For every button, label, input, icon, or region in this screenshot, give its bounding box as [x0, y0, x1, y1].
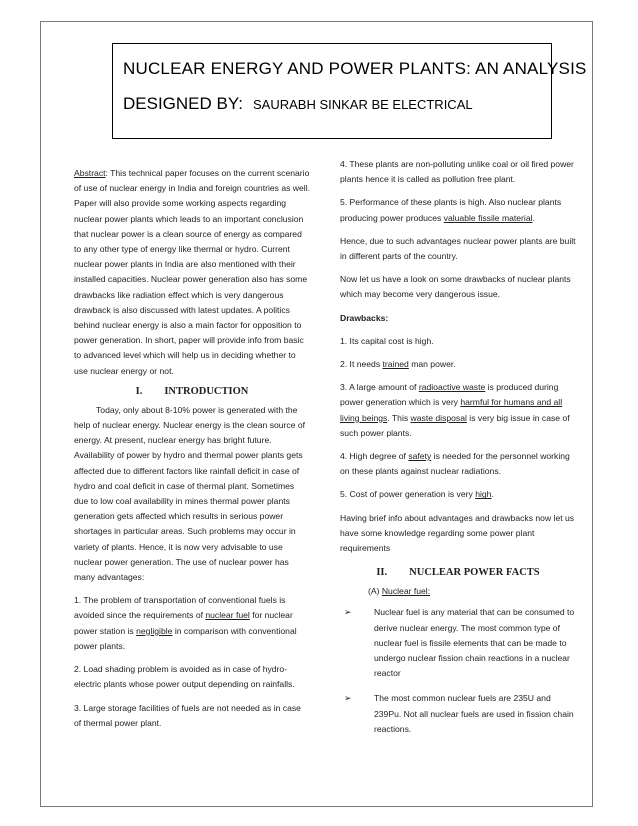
designed-by-label: DESIGNED BY:	[123, 94, 243, 113]
advantage-5: 5. Performance of these plants is high. Also nuclear plants producing power produces valuable fissile material.	[340, 197, 562, 223]
section-number: I.	[135, 385, 143, 397]
right-column	[340, 157, 576, 737]
bullet-text: Nuclear fuel is any material that can be consumed to derive nuclear energy. The most common type of nuclear fuel is fissile elements that can be made to undergo nuclear fission chain reactions in a nuclear reactor	[374, 607, 575, 679]
left-column	[74, 166, 310, 731]
intro-paragraph: Today, only about 8-10% power is generated with the help of nuclear energy. Nuclear energy is the clean source of energy. At present, nuclear energy has bright future. Availability of power by hydro and thermal power plants gets affected due to different factors like rainfall deficit in case of hydro and coal deficit in case of thermal plant. Sometimes due to low coal availability in mines thermal power plants generation gets affected which results in serious power shortages in particular areas. Such problems may occur in variety of plants. Hence, it is now very advisable to use nuclear power generation. The use of nuclear power has many advantages:	[74, 404, 306, 583]
section-heading-introduction	[74, 385, 310, 399]
abstract-text: : This technical paper focuses on the current scenario of use of nuclear energy in India and foreign countries as well. Paper will also provide some working aspects regarding nuclear power plants which leads to an important conclusion that nuclear power is a clean source of energy as compared to any other type of energy like thermal or hydro. Current nuclear power plants in India are also mentioned with their installed capacities. Nuclear power generation also has some drawbacks like radiation effect which is very dangerous drawback is also discussed with latest updates. A politics behind nuclear energy is also a main factor for opposition to power generation. In short, paper will provide info from basic to advanced level which will help us in deciding whether to use nuclear energy or not.	[74, 168, 310, 376]
drawbacks-heading: Drawbacks:	[340, 312, 389, 323]
advantage-1: 1. The problem of transportation of conventional fuels is avoided since the requirements of nuclear fuel for nuclear power station is negligible in comparison with conventional power plants.	[74, 595, 297, 651]
advantage-3: 3. Large storage facilities of fuels are not needed as in case of thermal power plant.	[74, 702, 301, 728]
drawback-5: 5. Cost of power generation is very high.	[340, 489, 494, 500]
drawback-1: 1. Its capital cost is high.	[340, 335, 434, 346]
section-title: INTRODUCTION	[164, 385, 249, 397]
author-name: SAURABH SINKAR BE ELECTRICAL	[252, 97, 473, 112]
section-heading-nuclear-power-facts	[340, 566, 576, 580]
drawback-3: 3. A large amount of radioactive waste is produced during power generation which is very harmful for humans and all living beings. This waste disposal is very big issue in case of such power plants.	[340, 382, 570, 438]
subsection-nuclear-fuel: (A) Nuclear fuel:	[368, 586, 431, 597]
arrow-bullet-icon: ➢	[344, 607, 352, 618]
abstract-label: Abstract	[74, 168, 106, 178]
advantage-4: 4. These plants are non-polluting unlike coal or oil fired power plants hence it is called as pollution free plant.	[340, 159, 574, 185]
abstract-paragraph	[74, 166, 310, 379]
transition-paragraph: Having brief info about advantages and drawbacks now let us have some knowledge regarding some power plant requirements	[340, 512, 575, 554]
section-number: II.	[376, 567, 388, 579]
list-item	[340, 605, 576, 681]
drawback-2: 2. It needs trained man power.	[340, 359, 456, 370]
drawbacks-intro: Now let us have a look on some drawbacks of nuclear plants which may become very dangerous issue.	[340, 274, 571, 300]
hence-paragraph: Hence, due to such advantages nuclear power plants are built in different parts of the country.	[340, 235, 576, 262]
title-box	[112, 43, 587, 139]
designed-by-line	[123, 94, 473, 114]
list-item	[340, 691, 576, 737]
drawback-4: 4. High degree of safety is needed for the personnel working on these plants against nuclear radiations.	[340, 451, 570, 477]
advantage-2: 2. Load shading problem is avoided as in case of hydro-electric plants whose power output depending on rainfalls.	[74, 664, 295, 690]
arrow-bullet-icon: ➢	[344, 693, 352, 704]
section-title: NUCLEAR POWER FACTS	[409, 567, 540, 579]
bullet-text: The most common nuclear fuels are 235U and 239Pu. Not all nuclear fuels are used in fission chain reactions.	[374, 693, 574, 734]
paper-title: NUCLEAR ENERGY AND POWER PLANTS: AN ANALYSIS	[123, 59, 587, 78]
